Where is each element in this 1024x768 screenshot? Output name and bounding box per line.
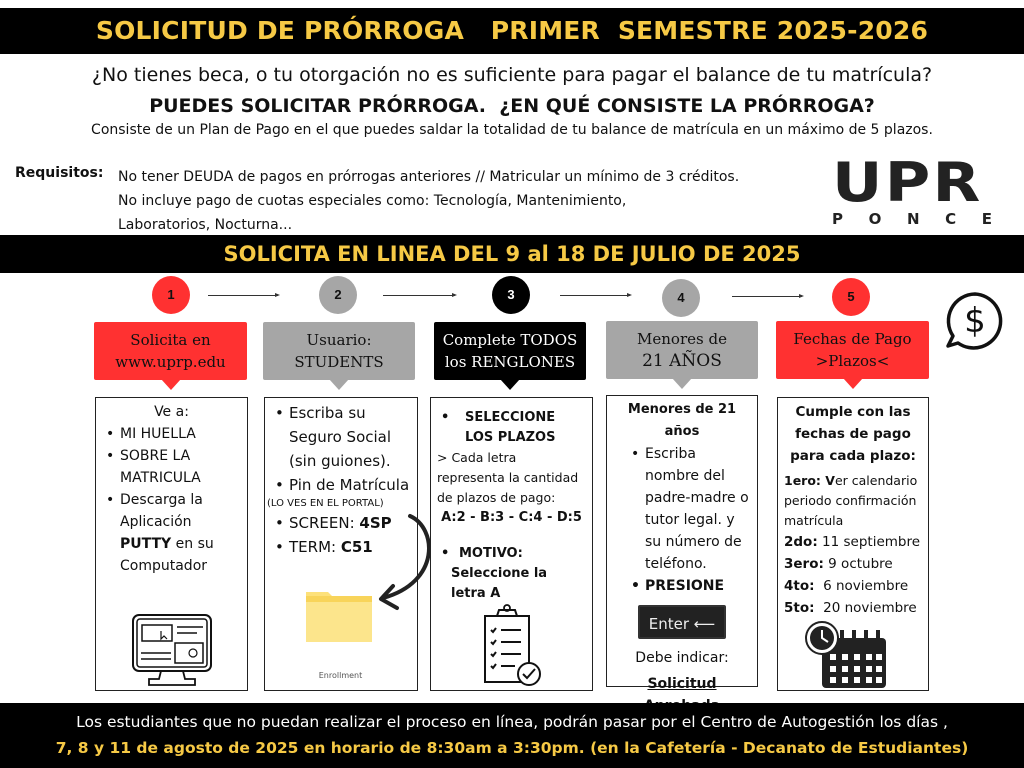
footer-line-1: Los estudiantes que no puedan realizar el proceso en línea, podrán pasar por el Centro de Autogestión los días , <box>76 713 948 731</box>
list-item: • MI HUELLA <box>102 423 241 445</box>
putty-label: PUTTY <box>120 536 172 552</box>
term-value: C51 <box>340 538 373 556</box>
step-4-label <box>606 321 758 379</box>
payment-date: 6 noviembre <box>814 578 909 594</box>
computer-monitor-icon <box>131 613 213 687</box>
step-3-circle: 3 <box>492 276 530 314</box>
payment-date: 11 septiembre <box>817 534 921 550</box>
step-label-line: Fechas de Pago <box>793 330 912 348</box>
logo-letter: E <box>981 210 992 228</box>
arrow-right-icon <box>208 295 278 296</box>
intro-question: ¿No tienes beca, o tu otorgación no es suficiente para pagar el balance de tu matrícula? <box>91 64 933 86</box>
arrow-right-icon <box>732 296 802 297</box>
title-banner <box>0 8 1024 54</box>
item-text: en su Computador <box>120 536 214 574</box>
dollar-speech-icon <box>944 290 1006 352</box>
payment-label: 2do: <box>784 534 818 550</box>
step-label-line: 21 AÑOS <box>642 351 722 371</box>
payment-row <box>784 471 922 531</box>
requirement-line: No incluye pago de cuotas especiales como: Tecnología, Mantenimiento, <box>118 193 627 209</box>
panel-heading: Menores de 21 años <box>627 402 737 439</box>
screen-label: SCREEN: <box>289 514 360 532</box>
step-5-circle: 5 <box>832 278 870 316</box>
calendar-clock-icon <box>804 620 888 690</box>
panel-step-5 <box>777 397 929 691</box>
list-item <box>102 489 241 577</box>
panel-step-4 <box>606 395 758 692</box>
step-5-label <box>776 321 929 379</box>
logo-letter: O <box>868 210 882 228</box>
step-1-label <box>94 322 247 380</box>
plazos-note: > Cada letra representa la cantidad de plazos de pago: <box>437 450 579 505</box>
intro-headline: PUEDES SOLICITAR PRÓRROGA. ¿EN QUÉ CONSISTE LA PRÓRROGA? <box>149 95 875 117</box>
payment-label: 5to: <box>784 600 815 616</box>
step-label-line: los RENGLONES <box>444 353 576 371</box>
step-2-label <box>263 322 415 380</box>
step-label-line: Complete TODOS <box>442 331 578 349</box>
svg-text:$: $ <box>964 301 986 341</box>
payment-row <box>784 531 922 553</box>
requirements-label: Requisitos: <box>15 165 104 181</box>
payment-row <box>784 597 922 619</box>
intro-description: Consiste de un Plan de Pago en el que puedes saldar la totalidad de tu balance de matrícula en un máximo de 5 plazos. <box>91 122 933 138</box>
date-banner <box>0 235 1024 273</box>
payment-date: 9 octubre <box>823 556 893 572</box>
folder-caption: Enrollment <box>318 671 363 680</box>
approved-text: Solicitud <box>647 676 717 692</box>
plazos-options: A:2 - B:3 - C:4 - D:5 <box>441 510 582 525</box>
indicate-label: Debe indicar: <box>635 650 729 666</box>
enter-key-icon: Enter ⟵ <box>638 605 726 639</box>
list-item: • SOBRE LA MATRICULA <box>102 445 241 489</box>
list-item: • MOTIVO: <box>437 544 586 564</box>
screen-value: 4SP <box>359 514 392 532</box>
arrow-right-icon <box>560 295 630 296</box>
motivo-detail: Seleccione la letra A <box>451 566 548 601</box>
arrow-right-icon <box>383 295 455 296</box>
step-label-line: STUDENTS <box>294 353 384 371</box>
item-text: Descarga la Aplicación <box>120 492 203 530</box>
step-1-circle: 1 <box>152 276 190 314</box>
page-title: SOLICITUD DE PRÓRROGA PRIMER SEMESTRE 2025-2026 <box>95 16 929 45</box>
logo-main: UPR <box>832 151 983 214</box>
upr-ponce-logo <box>832 151 992 228</box>
requirement-line: No tener DEUDA de pagos en prórrogas anteriores // Matricular un mínimo de 3 créditos. <box>118 169 740 185</box>
requirements-text <box>118 165 739 237</box>
folder-icon <box>304 588 374 644</box>
list-item: • Pin de Matrícula <box>271 473 411 497</box>
footer-line-2: 7, 8 y 11 de agosto de 2025 en horario de 8:30am a 3:30pm. (en la Cafetería - Decanato de Estudiantes) <box>55 739 969 757</box>
list-item: • SELECCIONE LOS PLAZOS <box>437 408 586 448</box>
date-banner-text: SOLICITA EN LINEA DEL 9 al 18 DE JULIO DE 2025 <box>223 242 801 266</box>
payment-row <box>784 553 922 575</box>
requirement-line: Laboratorios, Nocturna... <box>118 217 293 233</box>
footer-banner <box>0 703 1024 768</box>
panel-heading: Cumple con las fechas de pago para cada plazo: <box>790 404 916 464</box>
term-label: TERM: <box>289 538 341 556</box>
step-label-line: Menores de <box>637 330 727 348</box>
step-label-line: www.uprp.edu <box>115 353 226 371</box>
portal-note: (LO VES EN EL PORTAL) <box>267 498 384 509</box>
list-item: • Escriba nombre del padre-madre o tutor legal. y su número de teléfono. <box>627 443 751 575</box>
panel-step-1 <box>95 397 248 691</box>
payment-label: 1ero: V <box>784 473 835 488</box>
step-label-line: Usuario: <box>306 331 372 349</box>
step-4-circle: 4 <box>662 279 700 317</box>
payment-date: er calendario periodo confirmación matrícula <box>784 473 918 528</box>
list-item: • PRESIONE <box>627 575 751 597</box>
list-item: • Escriba su Seguro Social (sin guiones). <box>271 401 411 473</box>
step-3-label <box>434 322 586 380</box>
logo-letter: N <box>906 210 920 228</box>
step-label-line: >Plazos< <box>815 352 890 370</box>
payment-date: 20 noviembre <box>814 600 917 616</box>
logo-letter: P <box>832 210 843 228</box>
payment-label: 4to: <box>784 578 815 594</box>
step-label-line: Solicita en <box>130 331 211 349</box>
payment-label: 3ero: <box>784 556 824 572</box>
panel-step-3 <box>430 397 593 691</box>
checklist-clipboard-icon <box>481 602 543 688</box>
step-2-circle: 2 <box>319 276 357 314</box>
logo-letter: C <box>945 210 957 228</box>
panel-heading: Ve a: <box>154 404 189 420</box>
payment-row <box>784 575 922 597</box>
